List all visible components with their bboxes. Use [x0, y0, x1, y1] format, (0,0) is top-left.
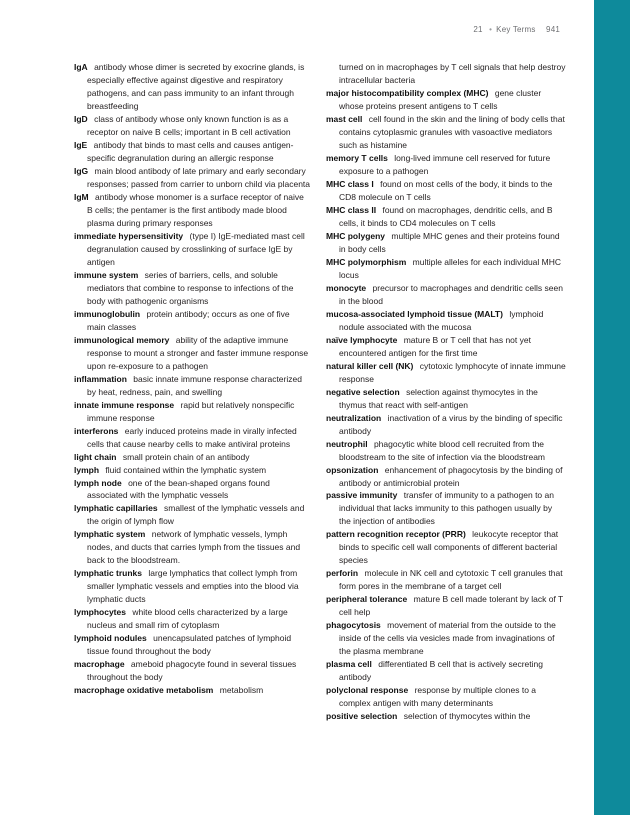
glossary-term: neutrophil: [326, 438, 368, 449]
glossary-entry: [326, 334, 566, 360]
glossary-entry: [74, 230, 310, 269]
continued-definition: turned on in macrophages by T cell signals that help destroy intracellular bacteria: [339, 62, 566, 85]
page-number: 941: [546, 25, 560, 34]
running-head: [420, 25, 560, 34]
section-title: Key Terms: [496, 25, 536, 34]
glossary-definition: enhancement of phagocytosis by the binding of antibody or antimicrobial protein: [339, 464, 563, 488]
glossary-definition: inactivation of a virus by the binding of specific antibody: [339, 412, 563, 436]
glossary-entry: [326, 178, 566, 204]
glossary-entry: [74, 61, 310, 113]
glossary-term: MHC polygeny: [326, 230, 386, 241]
glossary-definition: main blood antibody of late primary and early secondary responses; passed from carrier to unborn child via placenta: [87, 165, 311, 189]
glossary-term: macrophage oxidative metabolism: [74, 685, 214, 696]
glossary-entry: [74, 139, 310, 165]
glossary-entry: [74, 334, 310, 373]
glossary-definition: unencapsulated patches of lymphoid tissue found throughout the body: [87, 633, 292, 657]
glossary-term: monocyte: [326, 282, 367, 293]
glossary-definition: cytotoxic lymphocyte of innate immune response: [339, 360, 566, 384]
glossary-definition: multiple MHC genes and their proteins found in body cells: [339, 230, 560, 254]
glossary-definition: cell found in the skin and the lining of body cells that contains cytoplasmic granules with vasoactive mediators such as histamine: [339, 113, 565, 150]
glossary-term: lymph node: [74, 477, 122, 488]
glossary-term: innate immune response: [74, 399, 175, 410]
glossary-entry: [326, 230, 566, 256]
glossary-term: memory T cells: [326, 152, 388, 163]
glossary-term: polyclonal response: [326, 685, 409, 696]
glossary-entry: [74, 399, 310, 425]
glossary-definition: large lymphatics that collect lymph from smaller lymphatic vessels and empties into the blood via lymphatic ducts: [87, 568, 299, 605]
glossary-definition: series of barriers, cells, and soluble mediators that combine to response to infections of the body with pathogenic organisms: [87, 269, 294, 306]
glossary-entry: [74, 477, 310, 503]
glossary-definition: selection of thymocytes within the: [403, 711, 531, 722]
glossary-entry: [74, 502, 310, 528]
glossary-term: lymphatic trunks: [74, 568, 143, 579]
glossary-term: IgA: [74, 62, 88, 72]
glossary-definition: precursor to macrophages and dendritic cells seen in the blood: [339, 282, 563, 306]
glossary-term: positive selection: [326, 711, 398, 722]
glossary-term: passive immunity: [326, 490, 398, 501]
glossary-term: peripheral tolerance: [326, 594, 408, 605]
glossary-definition: transfer of immunity to a pathogen to an individual that lacks immunity to this pathogen usually by the injection of antibodies: [339, 490, 554, 527]
glossary-term: immediate hypersensitivity: [74, 230, 184, 241]
glossary-definition: metabolism: [219, 685, 264, 696]
glossary-definition: class of antibody whose only known function is as a receptor on naive B cells; important in B cell activation: [87, 113, 291, 137]
glossary-term: plasma cell: [326, 659, 372, 670]
glossary-entry: [74, 567, 310, 606]
glossary-definition: found on most cells of the body, it binds to the CD8 molecule on T cells: [339, 178, 553, 202]
glossary-entry: [74, 451, 310, 464]
glossary-definition: small protein chain of an antibody: [122, 451, 250, 462]
glossary-term: lymphatic capillaries: [74, 503, 158, 514]
glossary-term: IgM: [74, 191, 89, 202]
glossary-entry: [326, 658, 566, 684]
glossary-entry: [326, 684, 566, 710]
glossary-definition: ameboid phagocyte found in several tissues throughout the body: [87, 659, 297, 683]
glossary-definition: differentiated B cell that is actively secreting antibody: [339, 659, 543, 683]
glossary-entry: [74, 425, 310, 451]
glossary-definition: rapid but relatively nonspecific immune response: [87, 399, 295, 423]
glossary-entry: [326, 567, 566, 593]
glossary-entry: [74, 373, 310, 399]
glossary-definition: mature B or T cell that has not yet encountered antigen for the first time: [339, 334, 531, 358]
glossary-term: immune system: [74, 269, 139, 280]
glossary-term: MHC polymorphism: [326, 256, 407, 267]
glossary-entry: [74, 606, 310, 632]
glossary-entry: [74, 308, 310, 334]
glossary-term: pattern recognition receptor (PRR): [326, 529, 466, 540]
glossary-term: lymph: [74, 464, 100, 475]
glossary-term: mast cell: [326, 113, 363, 124]
glossary-entry: [326, 308, 566, 334]
glossary-term: lymphatic system: [74, 529, 146, 540]
chapter-color-band: [594, 0, 630, 815]
glossary-definition: smallest of the lymphatic vessels and the origin of lymph flow: [87, 503, 305, 527]
glossary-term: immunoglobulin: [74, 308, 141, 319]
glossary-term: naïve lymphocyte: [326, 334, 398, 345]
glossary-definition: one of the bean-shaped organs found associated with the lymphatic vessels: [87, 477, 270, 501]
glossary-column-left: [74, 61, 310, 697]
glossary-definition: movement of material from the outside to the inside of the cells via vesicles made from invaginations of the plasma membrane: [339, 620, 556, 657]
glossary-term: interferons: [74, 425, 119, 436]
glossary-definition: mature B cell made tolerant by lack of T cell help: [339, 594, 564, 618]
glossary-entry: [326, 360, 566, 386]
glossary-entry: [326, 152, 566, 178]
glossary-definition: antibody whose monomer is a surface receptor of naive B cells; the pentamer is the first antibody made blood plasma during primary responses: [87, 191, 304, 228]
glossary-entry: [326, 593, 566, 619]
glossary-term: opsonization: [326, 464, 379, 475]
glossary-entry: [74, 464, 310, 477]
glossary-definition: multiple alleles for each individual MHC locus: [339, 256, 561, 280]
glossary-term: MHC class I: [326, 178, 374, 189]
glossary-definition: leukocyte receptor that binds to specific cell wall components of different bacterial species: [339, 529, 559, 566]
glossary-entry: [326, 282, 566, 308]
glossary-definition: response by multiple clones to a complex antigen with many determinants: [339, 685, 537, 709]
glossary-term: IgD: [74, 113, 88, 124]
glossary-term: natural killer cell (NK): [326, 360, 414, 371]
glossary-entry: [74, 528, 310, 567]
glossary-term: lymphocytes: [74, 607, 126, 618]
glossary-entry: [74, 684, 310, 697]
glossary-definition: (type I) IgE-mediated mast cell degranulation caused by crosslinking of surface IgE by antigen: [87, 230, 305, 267]
glossary-column-right: [326, 61, 566, 723]
glossary-definition: basic innate immune response characterized by heat, redness, pain, and swelling: [87, 373, 302, 397]
glossary-term: negative selection: [326, 386, 400, 397]
glossary-entry: [326, 412, 566, 438]
glossary-definition: gene cluster whose proteins present antigens to T cells: [339, 87, 542, 111]
glossary-term: inflammation: [74, 373, 127, 384]
glossary-term: light chain: [74, 451, 117, 462]
chapter-number: 21: [473, 25, 483, 34]
glossary-entry: [326, 438, 566, 464]
glossary-entry: [74, 269, 310, 308]
glossary-definition: antibody that binds to mast cells and causes antigen-specific degranulation during an allergic response: [87, 139, 294, 163]
glossary-definition: lymphoid nodule associated with the mucosa: [339, 308, 544, 332]
glossary-entry: [326, 386, 566, 412]
glossary-definition: molecule in NK cell and cytotoxic T cell granules that form pores in the membrane of a target cell: [339, 568, 563, 592]
glossary-entry: [326, 87, 566, 113]
glossary-term: major histocompatibility complex (MHC): [326, 87, 489, 98]
glossary-term: immunological memory: [74, 334, 170, 345]
glossary-definition: found on macrophages, dendritic cells, and B cells, it binds to CD4 molecules on T cells: [339, 204, 553, 228]
glossary-entry: [74, 165, 310, 191]
glossary-entry: [326, 113, 566, 152]
glossary-term: perforin: [326, 568, 359, 579]
glossary-definition: white blood cells characterized by a large nucleus and small rim of cytoplasm: [87, 607, 288, 631]
header-bullet: •: [489, 25, 493, 34]
glossary-definition: antibody whose dimer is secreted by exocrine glands, is especially effective against digestive and respiratory pathogens, and can pass immunity to an infant through breastfeeding: [87, 62, 305, 111]
glossary-entry: [326, 528, 566, 567]
glossary-entry: [326, 256, 566, 282]
glossary-entry: [74, 191, 310, 230]
glossary-term: lymphoid nodules: [74, 633, 147, 644]
glossary-entry: [74, 632, 310, 658]
glossary-definition: long-lived immune cell reserved for future exposure to a pathogen: [339, 152, 551, 176]
glossary-definition: fluid contained within the lymphatic system: [105, 464, 267, 475]
glossary-term: IgG: [74, 165, 89, 176]
glossary-definition: ability of the adaptive immune response to mount a stronger and faster immune response upon re-exposure to a pathogen: [87, 334, 309, 371]
glossary-definition: network of lymphatic vessels, lymph nodes, and ducts that carries lymph from the tissues and back to the bloodstream.: [87, 529, 301, 566]
glossary-term: phagocytosis: [326, 620, 381, 631]
glossary-entry: [74, 658, 310, 684]
glossary-definition: protein antibody; occurs as one of five main classes: [87, 308, 290, 332]
glossary-term: macrophage: [74, 659, 125, 670]
glossary-entry: [326, 619, 566, 658]
glossary-term: neutralization: [326, 412, 382, 423]
glossary-term: IgE: [74, 139, 88, 150]
glossary-entry: [326, 204, 566, 230]
glossary-entry: [326, 464, 566, 490]
glossary-term: mucosa-associated lymphoid tissue (MALT): [326, 308, 503, 319]
glossary-definition: early induced proteins made in virally infected cells that cause nearby cells to make antiviral proteins: [87, 425, 297, 449]
glossary-entry: [326, 489, 566, 528]
glossary-entry: [326, 710, 566, 723]
glossary-definition: selection against thymocytes in the thymus that react with self-antigen: [339, 386, 538, 410]
glossary-term: MHC class II: [326, 204, 377, 215]
glossary-entry: [74, 113, 310, 139]
glossary-definition: phagocytic white blood cell recruited from the bloodstream to the site of infection via the bloodstream: [339, 438, 546, 462]
